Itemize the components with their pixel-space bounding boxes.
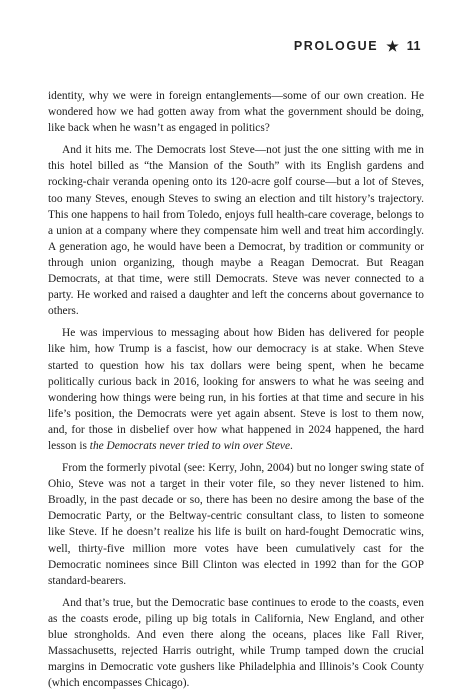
body-text: [48, 88, 424, 697]
paragraph: identity, why we were in foreign entanglements—some of our own creation. He wondered how we had gotten away from what the government should be doing, like back when he wasn’t as engaged in politics?: [48, 90, 424, 135]
paragraph: From the formerly pivotal (see: Kerry, John, 2004) but no longer swing state of Ohio, Steve was not a target in their voter file, so they never listened to him. Broadly, in the past decade or so, there has been no desire among the base of the Democratic Party, or the Beltway-centric consultant class, to listen to someone like Steve. If he doesn’t realize his life is built on hard-fought Democratic wins, well, thirty-five million more votes have been cumulatively cast for the Democratic nominees since Bill Clinton was elected in 1992 than for the GOP standard-bearers.: [48, 462, 424, 587]
paragraph: And it hits me. The Democrats lost Steve—not just the one sitting with me in this hotel billed as “the Mansion of the South” with its English gardens and rocking-chair veranda opening onto its 120-acre golf course—but a lot of Steves, too many Steves, enough Steves to swing an election and tilt history’s trajectory. This one happens to hail from Toledo, enjoys full health-care coverage, belongs to a union at a company where they compensate him well and treat him accordingly. A generation ago, he would have been a Democrat, by tradition or community or through union organizing, though maybe a Reagan Democrat. But Reagan Democrats, at that time, were still Democrats. Steve was never connected to a party. He worked and raised a daughter and left the concerns about governance to others.: [48, 144, 424, 318]
paragraph: [48, 325, 424, 454]
paragraph: And that’s true, but the Democratic base continues to erode to the coasts, even as the coasts erode, piling up big totals in California, New England, and other blue strongholds. And even there along the oceans, places like Fall River, Massachusetts, rejected Harris outright, while Trump tamped down the crucial margins in Democratic vote gushers like Philadelphia and Illinois’s Cook County (which encompasses Chicago).: [48, 596, 424, 690]
emphasis-text: the Democrats never tried to win over Steve: [89, 439, 291, 452]
paragraph-text-end: .: [290, 439, 293, 452]
section-title: PROLOGUE: [293, 39, 379, 53]
page-number: 11: [406, 39, 421, 53]
paragraph-text: He was impervious to messaging about how Biden has delivered for people like him, how Trump is a fascist, how our democracy is at stake. When Steve started to question how his tax dollars were being spent, when he became politically curious back in 2016, looking for answers to what he was seeing and wondering how things were being run, in his forties at that time and secure in his life’s position, the Democrats were yet again absent. Steve is lost to them now, and, for those in disbelief over how what happened in 2024 happened, the hard lesson is: [48, 327, 424, 452]
star-icon: ★: [386, 38, 399, 54]
running-head: [294, 39, 421, 53]
